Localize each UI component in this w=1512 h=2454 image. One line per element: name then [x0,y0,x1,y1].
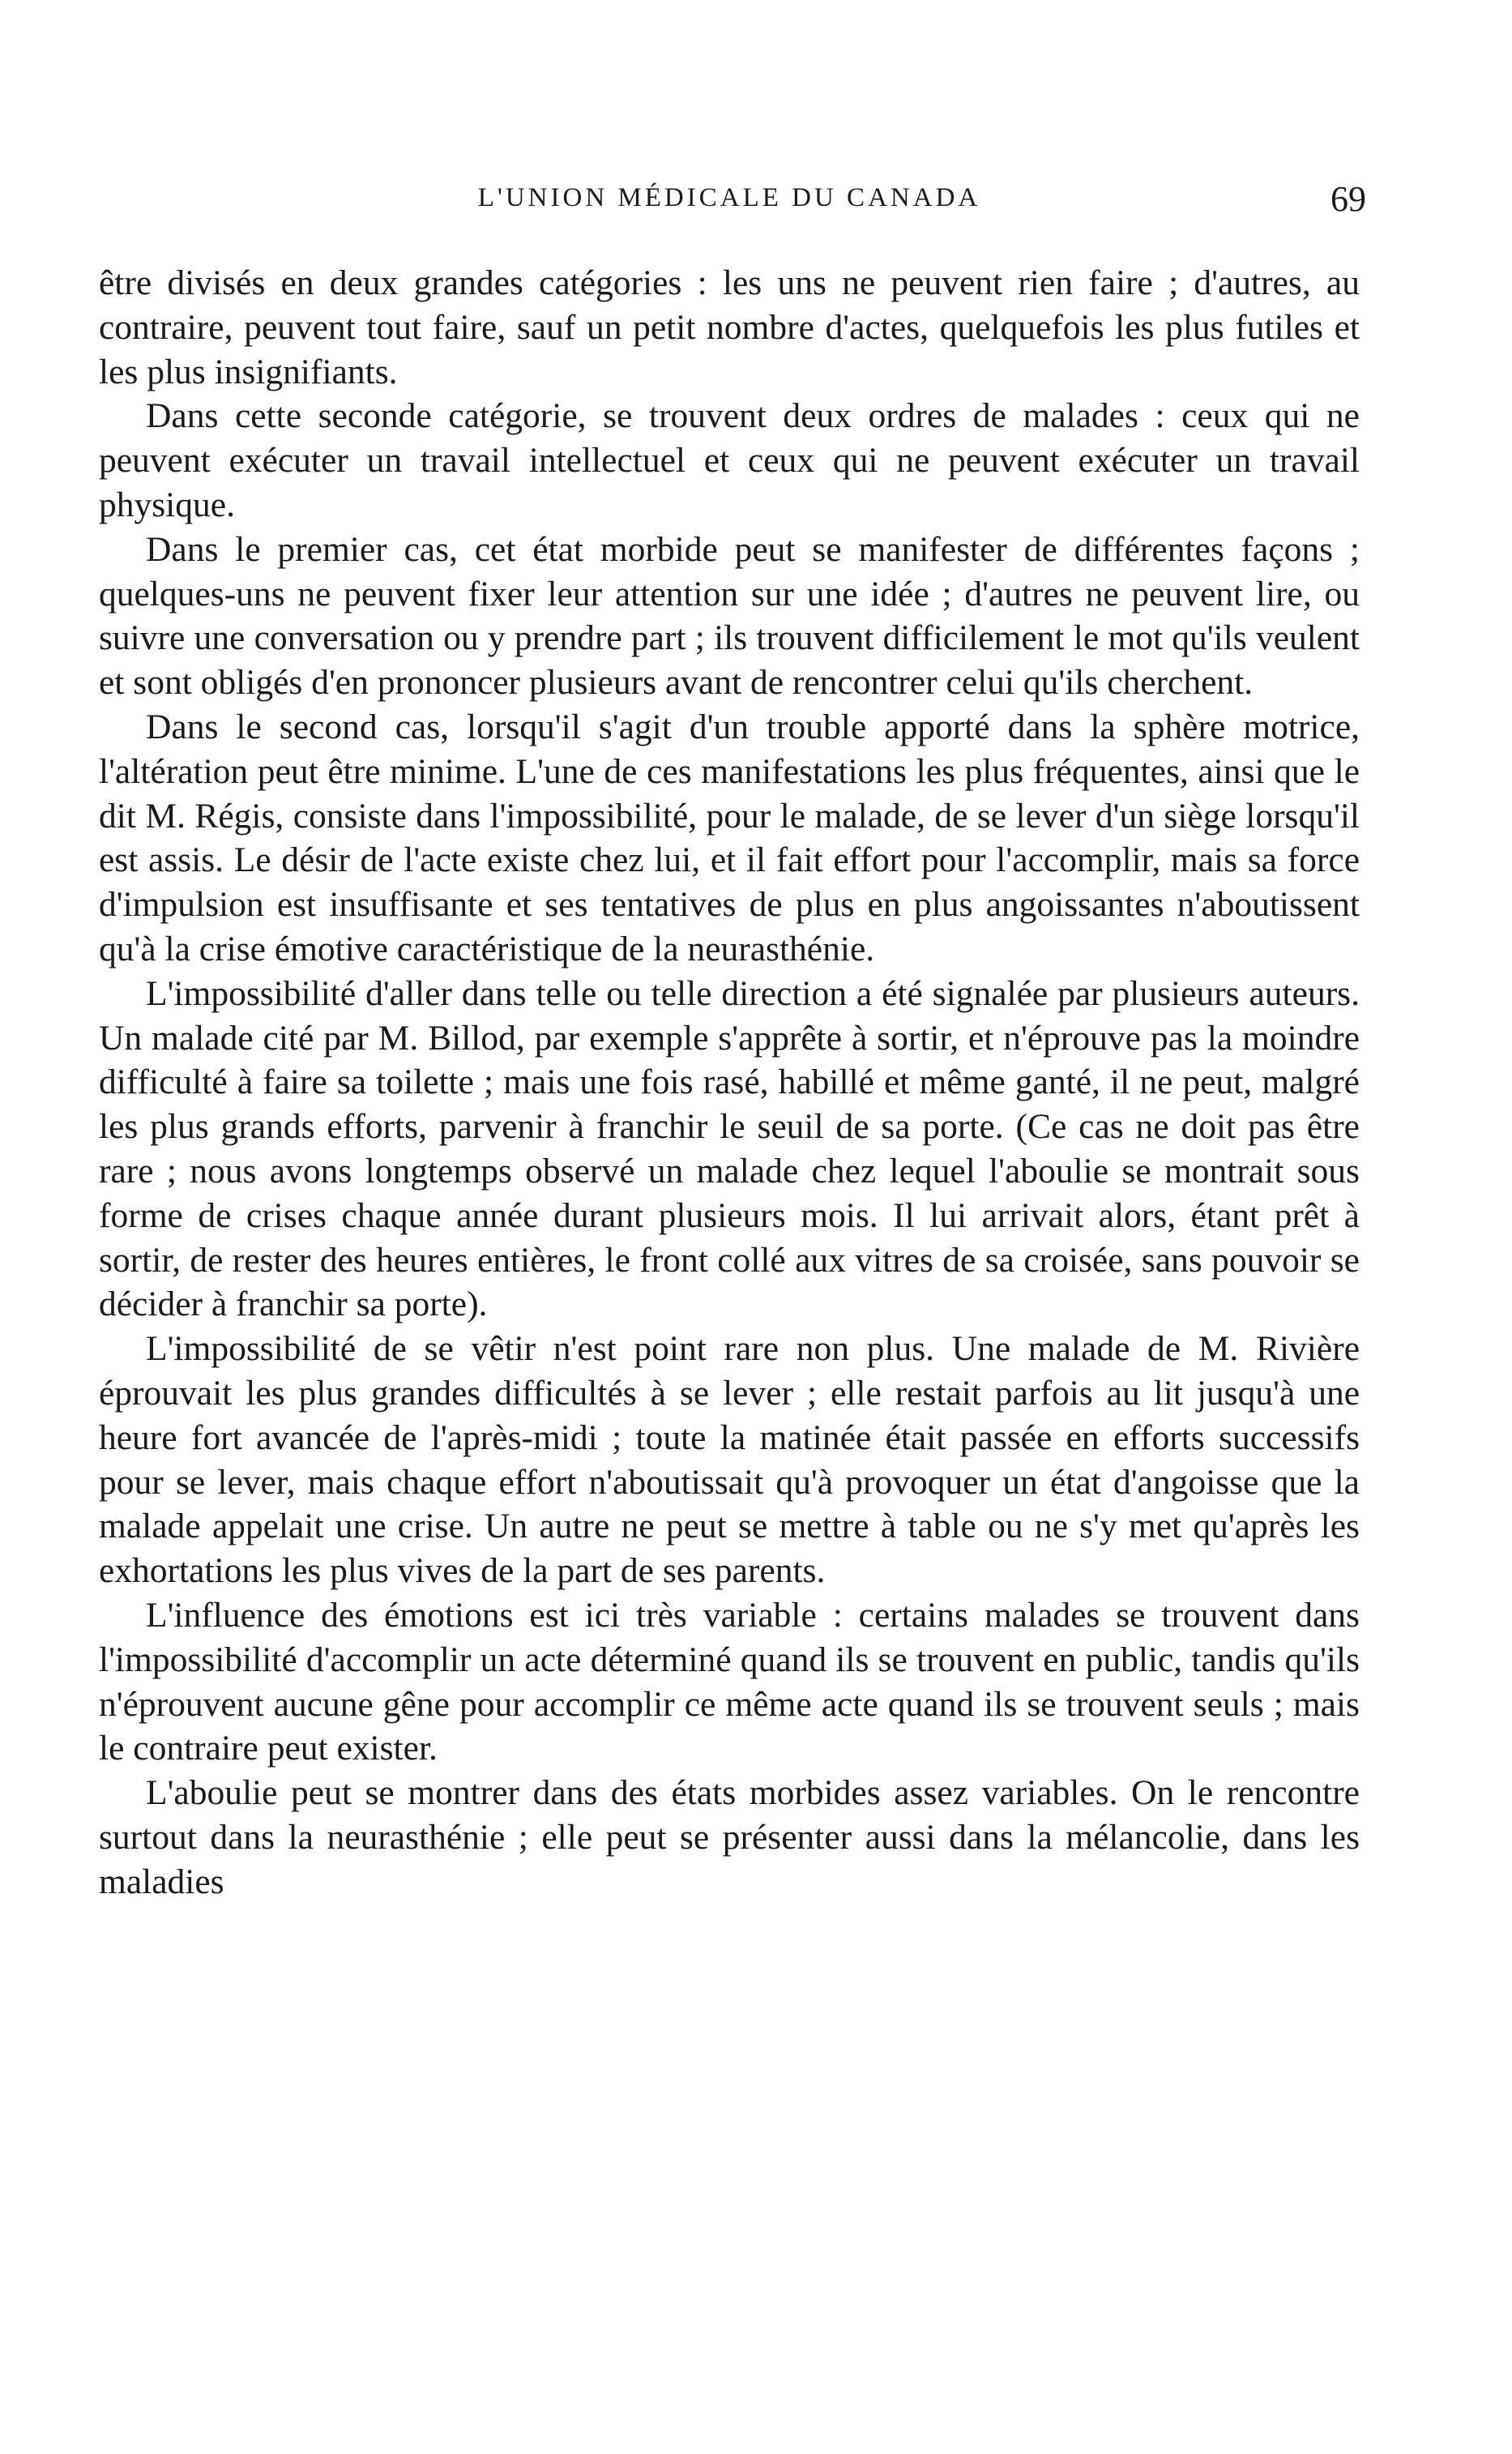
paragraph: L'impossibilité d'aller dans telle ou telle direction a été signalée par plusieurs auteurs. Un malade cité par M. Billod, par exemple s'apprête à sortir, et n'éprouve pas la moindre difficulté à faire sa toilette ; mais une fois rasé, habillé et même ganté, il ne peut, malgré les plus grands efforts, parvenir à franchir le seuil de sa porte. (Ce cas ne doit pas être rare ; nous avons longtemps observé un malade chez lequel l'aboulie se montrait sous forme de crises chaque année durant plusieurs mois. Il lui arrivait alors, étant prêt à sortir, de rester des heures entières, le front collé aux vitres de sa croisée, sans pouvoir se décider à franchir sa porte). [99,973,1360,1324]
body-text [99,261,1360,1904]
paragraph: L'influence des émotions est ici très variable : certains malades se trouvent dans l'impossibilité d'accomplir un acte déterminé quand ils se trouvent en public, tandis qu'ils n'éprouvent aucune gêne pour accomplir ce même acte quand ils se trouvent seuls ; mais le contraire peut exister. [99,1595,1360,1768]
paragraph: L'impossibilité de se vêtir n'est point rare non plus. Une malade de M. Rivière éprouvait les plus grandes difficultés à se lever ; elle restait parfois au lit jusqu'à une heure fort avancée de l'après-midi ; toute la matinée était passée en efforts successifs pour se lever, mais chaque effort n'aboutissait qu'à provoquer un état d'angoisse que la malade appelait une crise. Un autre ne peut se mettre à table ou ne s'y met qu'après les exhortations les plus vives de la part de ses parents. [99,1329,1360,1591]
paragraph: être divisés en deux grandes catégories : les uns ne peuvent rien faire ; d'autres, au contraire, peuvent tout faire, sauf un petit nombre d'actes, quelquefois les plus futiles et les plus insignifiants. [99,263,1360,391]
paragraph: L'aboulie peut se montrer dans des états morbides assez variables. On le rencontre surtout dans la neurasthénie ; elle peut se présenter aussi dans la mélancolie, dans les maladies [99,1773,1360,1901]
page-header [99,179,1366,240]
book-page [99,179,1366,1904]
paragraph: Dans le premier cas, cet état morbide peut se manifester de différentes façons ; quelques-uns ne peuvent fixer leur attention sur une idée ; d'autres ne peuvent lire, ou suivre une conversation ou y prendre part ; ils trouvent difficilement le mot qu'ils veulent et sont obligés d'en prononcer plusieurs avant de rencontrer celui qu'ils cherchent. [99,529,1360,703]
running-title: L'UNION MÉDICALE DU CANADA [477,183,981,212]
page-number: 69 [1330,179,1366,219]
paragraph: Dans cette seconde catégorie, se trouvent deux ordres de malades : ceux qui ne peuvent exécuter un travail intellectuel et ceux qui ne peuvent exécuter un travail physique. [99,396,1360,524]
paragraph: Dans le second cas, lorsqu'il s'agit d'un trouble apporté dans la sphère motrice, l'altération peut être minime. L'une de ces manifestations les plus fréquentes, ainsi que le dit M. Régis, consiste dans l'impossibilité, pour le malade, de se lever d'un siège lorsqu'il est assis. Le désir de l'acte existe chez lui, et il fait effort pour l'accomplir, mais sa force d'impulsion est insuffisante et ses tentatives de plus en plus angoissantes n'aboutissent qu'à la crise émotive caractéristique de la neurasthénie. [99,707,1360,968]
